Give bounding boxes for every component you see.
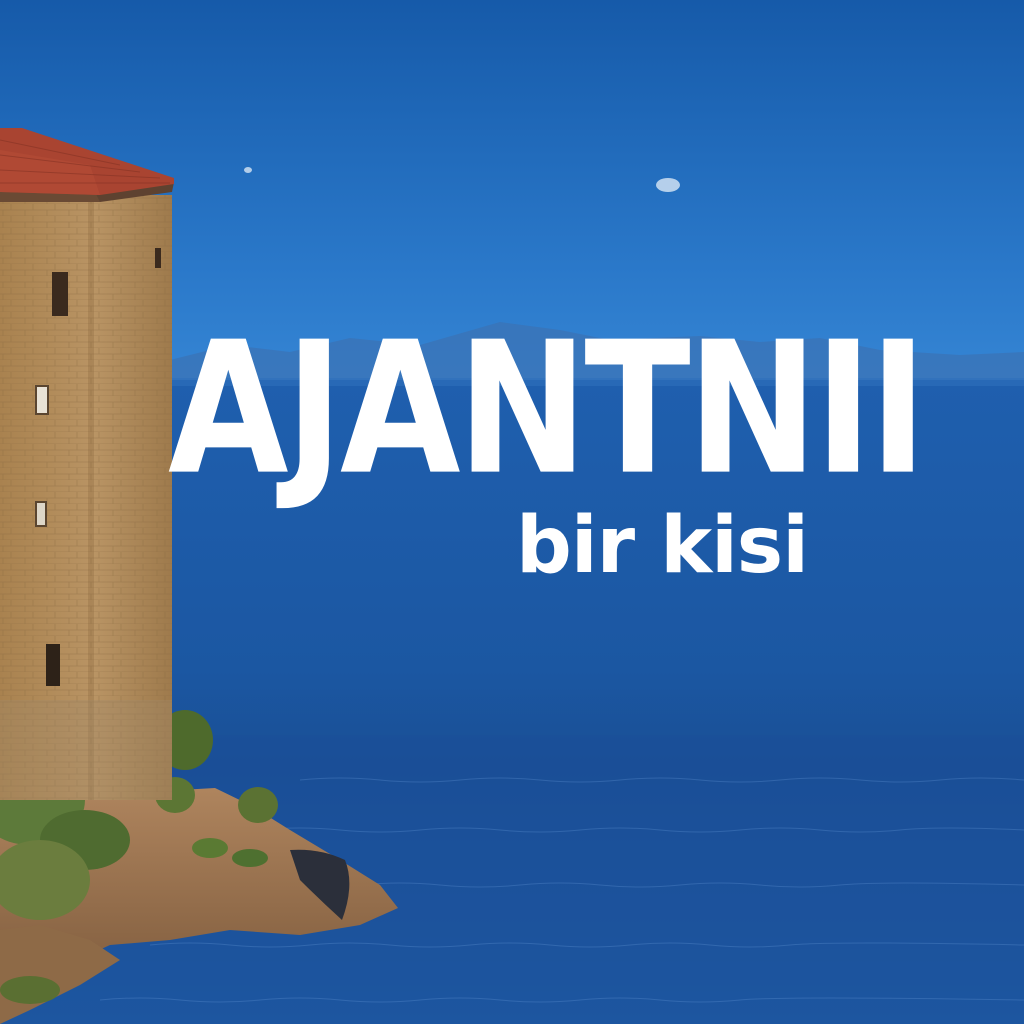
tower-window (36, 502, 46, 526)
tower-window (52, 272, 68, 316)
tower-window (36, 386, 48, 414)
cloud (244, 167, 252, 173)
tower-window (155, 248, 161, 268)
tower-window (46, 644, 60, 686)
headline-subtitle: bir kisi (516, 501, 808, 591)
cloud (656, 178, 680, 192)
headline-title: AJANTNII (168, 302, 924, 515)
stone-tower (0, 128, 174, 800)
